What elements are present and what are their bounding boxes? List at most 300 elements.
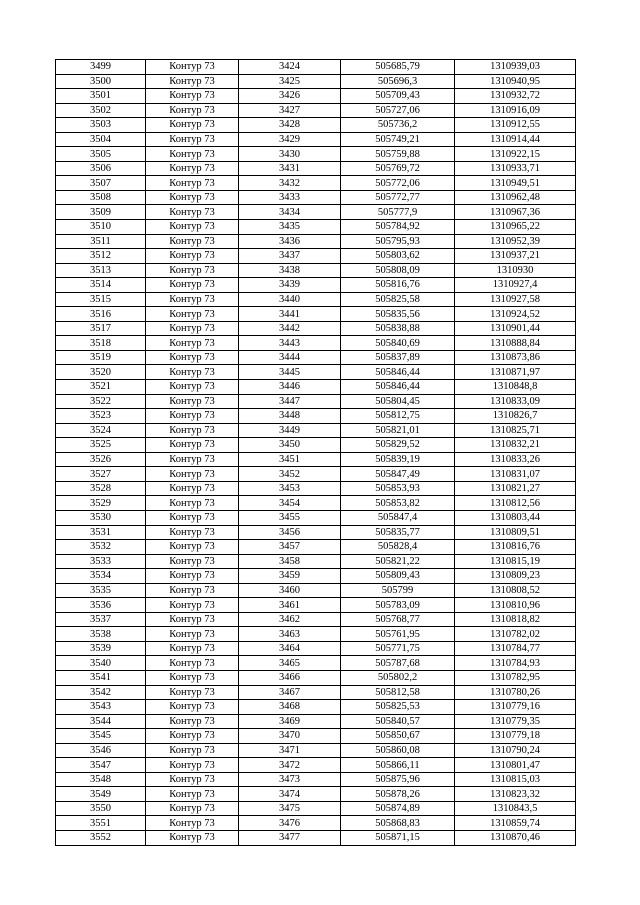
table-row [56,234,576,249]
row-number-cell: 3522 [56,394,146,409]
table-row [56,641,576,656]
x-coordinate-cell: 505866,11 [341,758,455,773]
table-row [56,583,576,598]
point-number-cell: 3434 [239,205,341,220]
contour-cell: Контур 73 [146,496,239,511]
row-number-cell: 3551 [56,816,146,831]
contour-cell: Контур 73 [146,641,239,656]
point-number-cell: 3461 [239,598,341,613]
table-row [56,89,576,104]
y-coordinate-cell: 1310962,48 [455,190,576,205]
table-row [56,438,576,453]
x-coordinate-cell: 505749,21 [341,132,455,147]
row-number-cell: 3530 [56,510,146,525]
table-row [56,278,576,293]
contour-cell: Контур 73 [146,307,239,322]
row-number-cell: 3543 [56,700,146,715]
point-number-cell: 3469 [239,714,341,729]
y-coordinate-cell: 1310815,03 [455,772,576,787]
x-coordinate-cell: 505808,09 [341,263,455,278]
y-coordinate-cell: 1310916,09 [455,103,576,118]
row-number-cell: 3502 [56,103,146,118]
x-coordinate-cell: 505868,83 [341,816,455,831]
table-row [56,801,576,816]
table-row [56,685,576,700]
x-coordinate-cell: 505783,09 [341,598,455,613]
x-coordinate-cell: 505736,2 [341,118,455,133]
row-number-cell: 3540 [56,656,146,671]
contour-cell: Контур 73 [146,540,239,555]
row-number-cell: 3524 [56,423,146,438]
contour-cell: Контур 73 [146,234,239,249]
point-number-cell: 3437 [239,249,341,264]
row-number-cell: 3544 [56,714,146,729]
row-number-cell: 3547 [56,758,146,773]
table-row [56,714,576,729]
contour-cell: Контур 73 [146,801,239,816]
y-coordinate-cell: 1310821,27 [455,481,576,496]
x-coordinate-cell: 505795,93 [341,234,455,249]
table-row [56,423,576,438]
point-number-cell: 3432 [239,176,341,191]
row-number-cell: 3535 [56,583,146,598]
point-number-cell: 3457 [239,540,341,555]
contour-cell: Контур 73 [146,103,239,118]
y-coordinate-cell: 1310831,07 [455,467,576,482]
x-coordinate-cell: 505821,22 [341,554,455,569]
row-number-cell: 3499 [56,60,146,75]
table-row [56,452,576,467]
contour-cell: Контур 73 [146,612,239,627]
row-number-cell: 3538 [56,627,146,642]
table-row [56,365,576,380]
x-coordinate-cell: 505878,26 [341,787,455,802]
y-coordinate-cell: 1310832,21 [455,438,576,453]
x-coordinate-cell: 505809,43 [341,569,455,584]
y-coordinate-cell: 1310967,36 [455,205,576,220]
row-number-cell: 3512 [56,249,146,264]
y-coordinate-cell: 1310927,58 [455,292,576,307]
point-number-cell: 3442 [239,321,341,336]
table-row [56,74,576,89]
contour-cell: Контур 73 [146,132,239,147]
contour-cell: Контур 73 [146,729,239,744]
table-row [56,60,576,75]
row-number-cell: 3507 [56,176,146,191]
table-row [56,743,576,758]
contour-cell: Контур 73 [146,627,239,642]
table-row [56,772,576,787]
contour-cell: Контур 73 [146,321,239,336]
row-number-cell: 3500 [56,74,146,89]
table-row [56,700,576,715]
contour-cell: Контур 73 [146,816,239,831]
x-coordinate-cell: 505825,58 [341,292,455,307]
x-coordinate-cell: 505840,57 [341,714,455,729]
row-number-cell: 3517 [56,321,146,336]
point-number-cell: 3451 [239,452,341,467]
point-number-cell: 3428 [239,118,341,133]
table-row [56,554,576,569]
row-number-cell: 3526 [56,452,146,467]
y-coordinate-cell: 1310912,55 [455,118,576,133]
y-coordinate-cell: 1310803,44 [455,510,576,525]
contour-cell: Контур 73 [146,656,239,671]
point-number-cell: 3458 [239,554,341,569]
contour-cell: Контур 73 [146,89,239,104]
contour-cell: Контур 73 [146,758,239,773]
row-number-cell: 3505 [56,147,146,162]
y-coordinate-cell: 1310809,51 [455,525,576,540]
table-row [56,409,576,424]
x-coordinate-cell: 505772,06 [341,176,455,191]
y-coordinate-cell: 1310833,26 [455,452,576,467]
x-coordinate-cell: 505847,49 [341,467,455,482]
contour-cell: Контур 73 [146,350,239,365]
row-number-cell: 3523 [56,409,146,424]
x-coordinate-cell: 505846,44 [341,380,455,395]
point-number-cell: 3466 [239,670,341,685]
y-coordinate-cell: 1310871,97 [455,365,576,380]
row-number-cell: 3514 [56,278,146,293]
y-coordinate-cell: 1310816,76 [455,540,576,555]
row-number-cell: 3533 [56,554,146,569]
point-number-cell: 3460 [239,583,341,598]
contour-cell: Контур 73 [146,714,239,729]
contour-cell: Контур 73 [146,423,239,438]
row-number-cell: 3520 [56,365,146,380]
table-row [56,118,576,133]
y-coordinate-cell: 1310782,95 [455,670,576,685]
point-number-cell: 3425 [239,74,341,89]
x-coordinate-cell: 505839,19 [341,452,455,467]
x-coordinate-cell: 505816,76 [341,278,455,293]
contour-cell: Контур 73 [146,380,239,395]
point-number-cell: 3431 [239,161,341,176]
x-coordinate-cell: 505853,82 [341,496,455,511]
table-row [56,467,576,482]
row-number-cell: 3528 [56,481,146,496]
x-coordinate-cell: 505874,89 [341,801,455,816]
point-number-cell: 3450 [239,438,341,453]
contour-cell: Контур 73 [146,481,239,496]
row-number-cell: 3536 [56,598,146,613]
point-number-cell: 3445 [239,365,341,380]
y-coordinate-cell: 1310888,84 [455,336,576,351]
y-coordinate-cell: 1310901,44 [455,321,576,336]
x-coordinate-cell: 505835,77 [341,525,455,540]
point-number-cell: 3463 [239,627,341,642]
y-coordinate-cell: 1310812,56 [455,496,576,511]
point-number-cell: 3473 [239,772,341,787]
y-coordinate-cell: 1310870,46 [455,830,576,845]
x-coordinate-cell: 505777,9 [341,205,455,220]
table-row [56,321,576,336]
row-number-cell: 3541 [56,670,146,685]
y-coordinate-cell: 1310833,09 [455,394,576,409]
y-coordinate-cell: 1310940,95 [455,74,576,89]
point-number-cell: 3454 [239,496,341,511]
row-number-cell: 3548 [56,772,146,787]
table-row [56,656,576,671]
contour-cell: Контур 73 [146,467,239,482]
contour-cell: Контур 73 [146,292,239,307]
y-coordinate-cell: 1310914,44 [455,132,576,147]
point-number-cell: 3464 [239,641,341,656]
row-number-cell: 3542 [56,685,146,700]
x-coordinate-cell: 505771,75 [341,641,455,656]
contour-cell: Контур 73 [146,787,239,802]
x-coordinate-cell: 505787,68 [341,656,455,671]
table-row [56,263,576,278]
table-row [56,830,576,845]
table-row [56,132,576,147]
x-coordinate-cell: 505850,67 [341,729,455,744]
row-number-cell: 3527 [56,467,146,482]
row-number-cell: 3510 [56,220,146,235]
contour-cell: Контур 73 [146,336,239,351]
x-coordinate-cell: 505696,3 [341,74,455,89]
contour-cell: Контур 73 [146,583,239,598]
table-row [56,220,576,235]
point-number-cell: 3453 [239,481,341,496]
row-number-cell: 3549 [56,787,146,802]
row-number-cell: 3525 [56,438,146,453]
point-number-cell: 3477 [239,830,341,845]
row-number-cell: 3508 [56,190,146,205]
y-coordinate-cell: 1310810,96 [455,598,576,613]
x-coordinate-cell: 505727,06 [341,103,455,118]
point-number-cell: 3462 [239,612,341,627]
row-number-cell: 3545 [56,729,146,744]
row-number-cell: 3509 [56,205,146,220]
row-number-cell: 3531 [56,525,146,540]
point-number-cell: 3435 [239,220,341,235]
x-coordinate-cell: 505772,77 [341,190,455,205]
contour-cell: Контур 73 [146,772,239,787]
table-row [56,816,576,831]
point-number-cell: 3455 [239,510,341,525]
x-coordinate-cell: 505768,77 [341,612,455,627]
point-number-cell: 3452 [239,467,341,482]
y-coordinate-cell: 1310859,74 [455,816,576,831]
point-number-cell: 3449 [239,423,341,438]
table-row [56,161,576,176]
x-coordinate-cell: 505860,08 [341,743,455,758]
contour-cell: Контур 73 [146,74,239,89]
point-number-cell: 3467 [239,685,341,700]
contour-cell: Контур 73 [146,554,239,569]
y-coordinate-cell: 1310939,03 [455,60,576,75]
y-coordinate-cell: 1310809,23 [455,569,576,584]
x-coordinate-cell: 505784,92 [341,220,455,235]
x-coordinate-cell: 505709,43 [341,89,455,104]
y-coordinate-cell: 1310932,72 [455,89,576,104]
x-coordinate-cell: 505804,45 [341,394,455,409]
table-row [56,147,576,162]
point-number-cell: 3440 [239,292,341,307]
row-number-cell: 3506 [56,161,146,176]
contour-cell: Контур 73 [146,700,239,715]
x-coordinate-cell: 505871,15 [341,830,455,845]
y-coordinate-cell: 1310825,71 [455,423,576,438]
point-number-cell: 3438 [239,263,341,278]
point-number-cell: 3427 [239,103,341,118]
y-coordinate-cell: 1310924,52 [455,307,576,322]
point-number-cell: 3459 [239,569,341,584]
table-row [56,612,576,627]
y-coordinate-cell: 1310790,24 [455,743,576,758]
contour-cell: Контур 73 [146,118,239,133]
y-coordinate-cell: 1310779,16 [455,700,576,715]
y-coordinate-cell: 1310952,39 [455,234,576,249]
row-number-cell: 3546 [56,743,146,758]
x-coordinate-cell: 505847,4 [341,510,455,525]
contour-cell: Контур 73 [146,685,239,700]
x-coordinate-cell: 505840,69 [341,336,455,351]
y-coordinate-cell: 1310780,26 [455,685,576,700]
y-coordinate-cell: 1310808,52 [455,583,576,598]
table-row [56,307,576,322]
table-row [56,598,576,613]
table-row [56,627,576,642]
row-number-cell: 3503 [56,118,146,133]
y-coordinate-cell: 1310784,77 [455,641,576,656]
y-coordinate-cell: 1310779,35 [455,714,576,729]
y-coordinate-cell: 1310815,19 [455,554,576,569]
contour-cell: Контур 73 [146,452,239,467]
y-coordinate-cell: 1310801,47 [455,758,576,773]
row-number-cell: 3511 [56,234,146,249]
contour-cell: Контур 73 [146,220,239,235]
table-row [56,103,576,118]
contour-cell: Контур 73 [146,394,239,409]
row-number-cell: 3515 [56,292,146,307]
contour-cell: Контур 73 [146,510,239,525]
x-coordinate-cell: 505685,79 [341,60,455,75]
point-number-cell: 3430 [239,147,341,162]
point-number-cell: 3424 [239,60,341,75]
contour-cell: Контур 73 [146,60,239,75]
table-row [56,481,576,496]
contour-cell: Контур 73 [146,205,239,220]
x-coordinate-cell: 505875,96 [341,772,455,787]
table-row [56,525,576,540]
y-coordinate-cell: 1310922,15 [455,147,576,162]
row-number-cell: 3519 [56,350,146,365]
point-number-cell: 3468 [239,700,341,715]
x-coordinate-cell: 505846,44 [341,365,455,380]
row-number-cell: 3529 [56,496,146,511]
row-number-cell: 3521 [56,380,146,395]
point-number-cell: 3472 [239,758,341,773]
row-number-cell: 3534 [56,569,146,584]
contour-cell: Контур 73 [146,598,239,613]
contour-cell: Контур 73 [146,147,239,162]
table-row [56,729,576,744]
point-number-cell: 3448 [239,409,341,424]
x-coordinate-cell: 505769,72 [341,161,455,176]
point-number-cell: 3471 [239,743,341,758]
y-coordinate-cell: 1310823,32 [455,787,576,802]
contour-cell: Контур 73 [146,365,239,380]
point-number-cell: 3436 [239,234,341,249]
contour-cell: Контур 73 [146,190,239,205]
y-coordinate-cell: 1310826,7 [455,409,576,424]
table-row [56,190,576,205]
row-number-cell: 3504 [56,132,146,147]
contour-cell: Контур 73 [146,176,239,191]
y-coordinate-cell: 1310965,22 [455,220,576,235]
point-number-cell: 3476 [239,816,341,831]
x-coordinate-cell: 505812,58 [341,685,455,700]
point-number-cell: 3465 [239,656,341,671]
x-coordinate-cell: 505812,75 [341,409,455,424]
y-coordinate-cell: 1310843,5 [455,801,576,816]
y-coordinate-cell: 1310937,21 [455,249,576,264]
row-number-cell: 3532 [56,540,146,555]
y-coordinate-cell: 1310782,02 [455,627,576,642]
point-number-cell: 3443 [239,336,341,351]
y-coordinate-cell: 1310949,51 [455,176,576,191]
contour-cell: Контур 73 [146,670,239,685]
row-number-cell: 3552 [56,830,146,845]
row-number-cell: 3501 [56,89,146,104]
row-number-cell: 3516 [56,307,146,322]
x-coordinate-cell: 505838,88 [341,321,455,336]
y-coordinate-cell: 1310873,86 [455,350,576,365]
contour-cell: Контур 73 [146,743,239,758]
table-row [56,292,576,307]
contour-cell: Контур 73 [146,409,239,424]
y-coordinate-cell: 1310818,82 [455,612,576,627]
contour-cell: Контур 73 [146,438,239,453]
row-number-cell: 3539 [56,641,146,656]
table-row [56,510,576,525]
point-number-cell: 3439 [239,278,341,293]
table-row [56,670,576,685]
point-number-cell: 3447 [239,394,341,409]
x-coordinate-cell: 505802,2 [341,670,455,685]
table-row [56,350,576,365]
x-coordinate-cell: 505835,56 [341,307,455,322]
contour-cell: Контур 73 [146,249,239,264]
y-coordinate-cell: 1310848,8 [455,380,576,395]
point-number-cell: 3456 [239,525,341,540]
y-coordinate-cell: 1310933,71 [455,161,576,176]
table-row [56,569,576,584]
point-number-cell: 3444 [239,350,341,365]
point-number-cell: 3446 [239,380,341,395]
point-number-cell: 3441 [239,307,341,322]
point-number-cell: 3470 [239,729,341,744]
y-coordinate-cell: 1310930 [455,263,576,278]
table-row [56,176,576,191]
x-coordinate-cell: 505837,89 [341,350,455,365]
point-number-cell: 3429 [239,132,341,147]
table-row [56,394,576,409]
table-row [56,205,576,220]
coordinates-table [55,59,576,846]
table-row [56,496,576,511]
point-number-cell: 3474 [239,787,341,802]
row-number-cell: 3550 [56,801,146,816]
contour-cell: Контур 73 [146,525,239,540]
table-row [56,336,576,351]
x-coordinate-cell: 505829,52 [341,438,455,453]
row-number-cell: 3537 [56,612,146,627]
contour-cell: Контур 73 [146,263,239,278]
